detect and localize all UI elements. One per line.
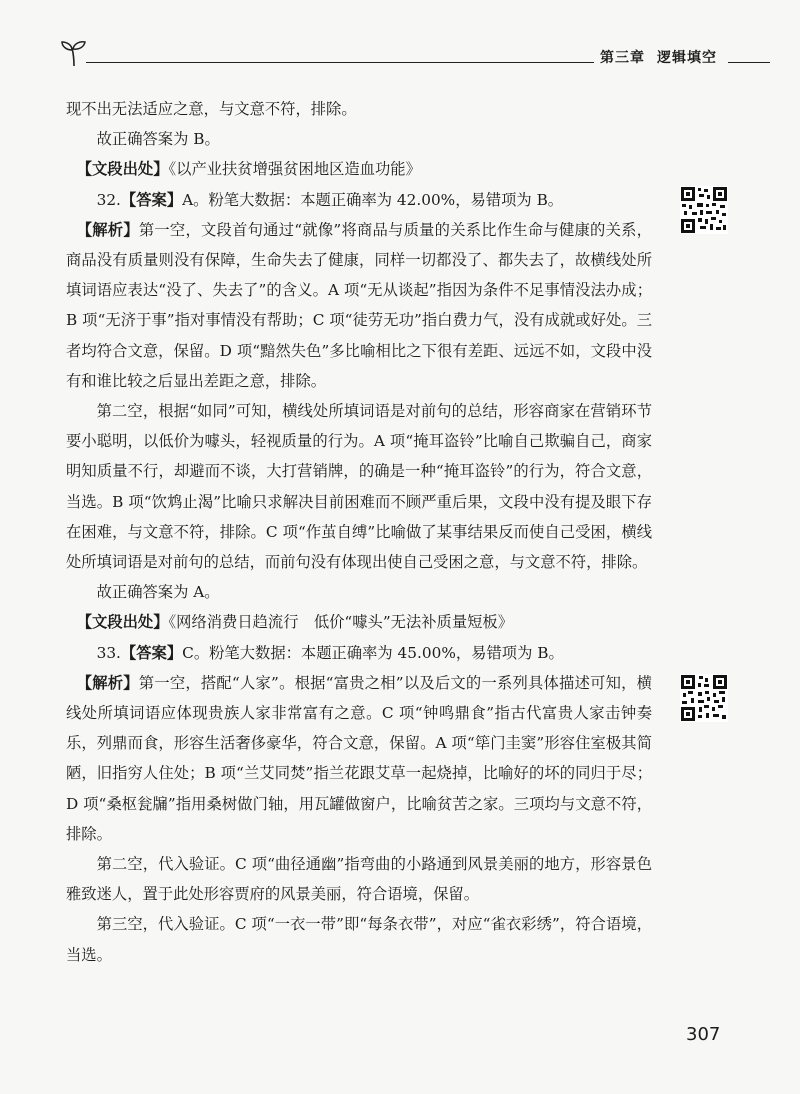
analysis-label: 【解析】: [76, 220, 139, 239]
header-rule-left: [86, 62, 616, 63]
chapter-title: 逻辑填空: [657, 50, 717, 66]
analysis-text: 第一空，搭配“人家”。根据“富贵之相”以及后文的一系列具体描述可知，横线处所填词语应体现贵族人家非常富有之意。C 项“钟鸣鼎食”指古代富贵人家击钟奏乐，列鼎而食，形容生活奢侈豪华，符合文意，保留。A 项“筚门圭窦”形容住室极其简陋，旧指穷人住处；B 项“兰艾同焚”指兰花跟艾草一起烧掉，比喻好的坏的同归于尽；D 项“桑枢瓮牖”指用桑树做门轴，用瓦罐做窗户，比喻贫苦之家。三项均与文意不符，排除。: [66, 673, 652, 843]
sprout-icon: [60, 38, 90, 68]
analysis-label: 【解析】: [76, 673, 139, 692]
paragraph: 现不出无法适应之意，与文意不符，排除。: [66, 100, 357, 118]
analysis-paragraph: [66, 668, 652, 849]
question-number: 32.: [96, 190, 121, 209]
answer-line: [66, 185, 652, 215]
page-number: 307: [686, 1024, 721, 1045]
answer-label: 【答案】: [120, 190, 183, 209]
source-title: 《网络消费日趋流行 低价“噱头”无法补质量短板》: [168, 613, 514, 632]
header-rule-right: [728, 62, 770, 63]
answer-text: C。粉笔大数据：本题正确率为 45.00%，易错项为 B。: [182, 643, 564, 662]
answer-label: 【答案】: [120, 643, 183, 662]
answer-conclusion: 故正确答案为 A。: [96, 583, 220, 602]
page-body: [66, 94, 652, 970]
paragraph: 第二空，代入验证。C 项“曲径通幽”指弯曲的小路通到风景美丽的地方，形容景色雅致迷人，置于此处形容贾府的风景美丽，符合语境，保留。: [66, 855, 652, 904]
answer-text: A。粉笔大数据：本题正确率为 42.00%，易错项为 B。: [182, 190, 564, 209]
page-header: [60, 38, 770, 74]
analysis-text: 第一空，文段首句通过“就像”将商品与质量的关系比作生命与健康的关系，商品没有质量则没有保障，生命失去了健康，同样一切都没了、都失去了，故横线处所填词语应表达“没了、失去了”的含义。A 项“无从谈起”指因为条件不足事情没法办成；B 项“无济于事”指对事情没有帮助；C 项“徒劳无功”指白费力气，没有成就或好处。三者均符合文意，保留。D 项“黯然失色”多比喻相比之下很有差距、远远不如，文段中没有和谁比较之后显出差距之意，排除。: [66, 220, 652, 390]
answer-conclusion: 故正确答案为 B。: [96, 130, 220, 149]
source-note: [66, 607, 652, 637]
qr-code-icon[interactable]: [680, 674, 728, 722]
source-label: 【文段出处】: [76, 160, 169, 179]
chapter-heading: [594, 47, 723, 67]
question-number: 33.: [96, 643, 121, 662]
source-note: [66, 154, 652, 184]
paragraph: 第三空，代入验证。C 项“一衣一带”即“每条衣带”，对应“雀衣彩绣”，符合语境，当选。: [66, 915, 652, 964]
chapter-number: 第三章: [600, 50, 645, 66]
source-title: 《以产业扶贫增强贫困地区造血功能》: [168, 160, 421, 179]
paragraph: 第二空，根据“如同”可知，横线处所填词语是对前句的总结，形容商家在营销环节要小聪明，以低价为噱头，轻视质量的行为。A 项“掩耳盗铃”比喻自己欺骗自己，商家明知质量不行，却避而不谈，大打营销牌，的确是一种“掩耳盗铃”的行为，符合文意，当选。B 项“饮鸩止渴”比喻只求解决目前困难而不顾严重后果，文段中没有提及眼下存在困难，与文意不符，排除。C 项“作茧自缚”比喻做了某事结果反而使自己受困，横线处所填词语是对前句的总结，而前句没有体现出使自己受困之意，与文意不符，排除。: [66, 402, 652, 572]
qr-code-icon[interactable]: [680, 186, 728, 234]
answer-line: [66, 638, 652, 668]
analysis-paragraph: [66, 215, 652, 396]
source-label: 【文段出处】: [76, 613, 169, 632]
